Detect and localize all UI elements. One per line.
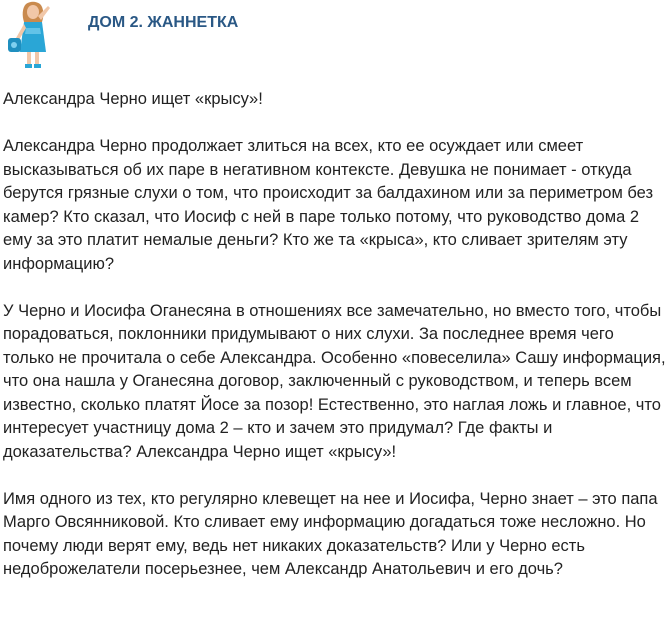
post-paragraph: У Черно и Иосифа Оганесяна в отношениях все замечательно, но вместо того, чтобы порадоваться, поклонники придумывают о них слухи. За последнее время чего только не прочитала о себе Александра. Особенно «повеселила» Сашу информация, что она нашла у Оганесяна договор, заключенный с руководством, и теперь всем известно, сколько платят Йосе за позор! Естественно, это наглая ложь и главное, что интересует участницу дома 2 – кто и зачем это придумал? Где факты и доказательства? Александра Черно ищет «крысу»! bbox=[3, 301, 666, 461]
channel-name[interactable]: ДОМ 2. ЖАННЕТКА bbox=[88, 14, 239, 31]
post-paragraph: Имя одного из тех, кто регулярно клевещет на нее и Иосифа, Черно знает – это папа Марго Овсянниковой. Кто сливает ему информацию догадаться тоже несложно. Но почему люди верят ему, ведь нет никаких доказательств? Или у Черно есть недоброжелатели посерьезнее, чем Александр Анатольевич и его дочь? bbox=[3, 489, 658, 578]
post-paragraph: Александра Черно продолжает злиться на всех, кто ее осуждает или смеет высказываться об их паре в негативном контексте. Девушка не понимает - откуда берутся грязные слухи о том, что происходит за балдахином или за периметром без камер? Кто сказал, что Иосиф с ней в паре только потому, что руководство дома 2 ему за это платит немалые деньги? Кто же та «крыса», кто сливает зрителям эту информацию? bbox=[3, 137, 654, 273]
post-body bbox=[3, 88, 667, 605]
post-header bbox=[0, 0, 670, 72]
post-title: Александра Черно ищет «крысу»! bbox=[3, 90, 263, 108]
channel-avatar[interactable] bbox=[2, 0, 64, 70]
